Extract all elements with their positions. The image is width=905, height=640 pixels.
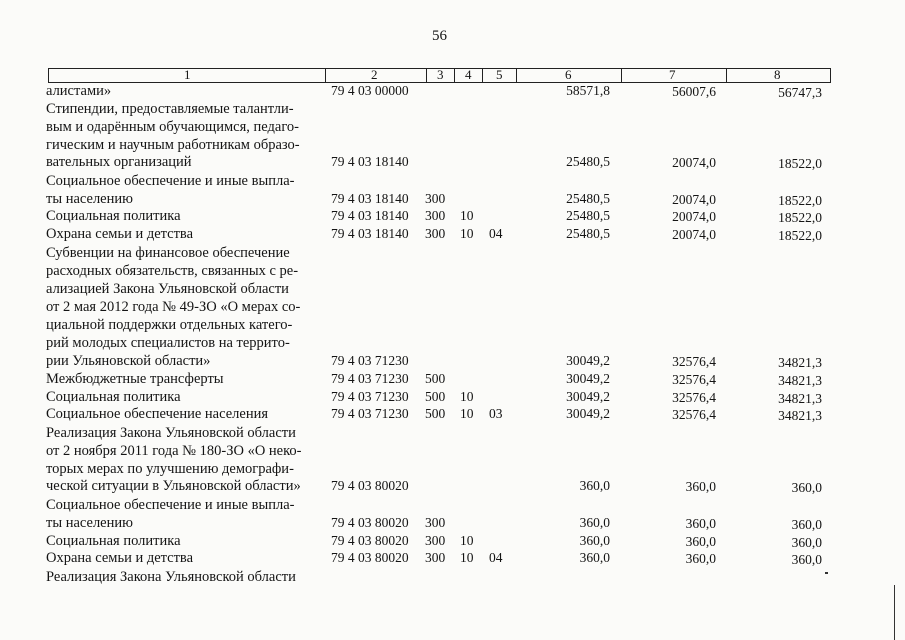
row-value-6: 30049,2	[566, 353, 610, 368]
row-value-8: 18522,0	[778, 228, 822, 243]
row-value-7: 360,0	[685, 534, 716, 549]
row-name: Стипендии, предоставляемые талантли-	[46, 101, 294, 117]
row-name: рий молодых специалистов на террито-	[46, 335, 290, 351]
row-value-8: 18522,0	[778, 156, 822, 171]
row-col4: 10	[460, 226, 474, 241]
row-value-7: 56007,6	[672, 84, 716, 99]
row-col3: 500	[425, 371, 446, 386]
row-code: 79 4 03 71230	[331, 371, 409, 386]
row-value-8: 360,0	[791, 552, 822, 567]
row-name: Охрана семьи и детства	[46, 226, 194, 242]
header-label-3: 3	[437, 67, 444, 82]
row-name: Социальное обеспечение населения	[46, 406, 269, 422]
header-label-1: 1	[184, 67, 191, 82]
header-label-6: 6	[565, 67, 572, 82]
row-name: от 2 ноября 2011 года № 180-ЗО «О неко-	[46, 443, 302, 459]
row-value-6: 30049,2	[566, 371, 610, 386]
row-name: ализацией Закона Ульяновской области	[46, 281, 289, 297]
row-value-8: 360,0	[791, 480, 822, 495]
row-value-8: 34821,3	[778, 408, 822, 423]
row-name: Социальная политика	[46, 533, 181, 549]
row-name: вым и одарённым обучающимся, педаго-	[46, 119, 299, 135]
row-value-6: 25480,5	[566, 208, 610, 223]
row-col3: 300	[425, 515, 446, 530]
row-value-7: 20074,0	[672, 192, 716, 207]
row-col4: 10	[460, 406, 474, 421]
row-value-7: 360,0	[685, 516, 716, 531]
row-name: Социальная политика	[46, 208, 181, 224]
row-name: циальной поддержки отдельных катего-	[46, 317, 293, 333]
row-col4: 10	[460, 208, 474, 223]
row-name: Реализация Закона Ульяновской области	[46, 569, 296, 585]
page-edge-line	[894, 585, 895, 640]
row-code: 79 4 03 71230	[331, 406, 409, 421]
row-code: 79 4 03 18140	[331, 191, 409, 206]
header-label-2: 2	[371, 67, 378, 82]
row-value-6: 360,0	[579, 515, 610, 530]
row-code: 79 4 03 18140	[331, 154, 409, 169]
row-code: 79 4 03 80020	[331, 533, 409, 548]
row-value-8: 18522,0	[778, 210, 822, 225]
page-number: 56	[432, 28, 447, 44]
row-code: 79 4 03 80020	[331, 478, 409, 493]
row-value-6: 30049,2	[566, 406, 610, 421]
scan-mark	[825, 572, 828, 574]
row-name: гическим и научным работникам образо-	[46, 137, 300, 153]
row-code: 79 4 03 80020	[331, 515, 409, 530]
row-name: Охрана семьи и детства	[46, 550, 194, 566]
row-name: Социальное обеспечение и иные выпла-	[46, 497, 295, 513]
row-value-8: 34821,3	[778, 373, 822, 388]
row-value-6: 58571,8	[566, 83, 610, 98]
row-value-6: 30049,2	[566, 389, 610, 404]
row-value-6: 360,0	[579, 533, 610, 548]
row-col3: 300	[425, 550, 446, 565]
row-value-7: 360,0	[685, 479, 716, 494]
row-value-7: 20074,0	[672, 209, 716, 224]
row-value-7: 20074,0	[672, 155, 716, 170]
row-value-7: 20074,0	[672, 227, 716, 242]
row-code: 79 4 03 00000	[331, 83, 409, 98]
row-value-8: 360,0	[791, 517, 822, 532]
row-col4: 10	[460, 389, 474, 404]
row-name: ты населению	[46, 515, 133, 531]
row-value-6: 25480,5	[566, 191, 610, 206]
row-name: ты населению	[46, 191, 133, 207]
row-name: Межбюджетные трансферты	[46, 371, 224, 387]
row-name: Реализация Закона Ульяновской области	[46, 425, 296, 441]
row-value-7: 32576,4	[672, 390, 716, 405]
row-value-6: 25480,5	[566, 154, 610, 169]
row-code: 79 4 03 71230	[331, 353, 409, 368]
row-code: 79 4 03 71230	[331, 389, 409, 404]
row-name: расходных обязательств, связанных с ре-	[46, 263, 299, 279]
row-name: Социальное обеспечение и иные выпла-	[46, 173, 295, 189]
row-col3: 300	[425, 191, 446, 206]
row-code: 79 4 03 80020	[331, 550, 409, 565]
row-name: алистами»	[46, 83, 112, 99]
row-value-7: 32576,4	[672, 407, 716, 422]
row-col3: 300	[425, 533, 446, 548]
row-name: торых мерах по улучшению демографи-	[46, 461, 294, 477]
row-col3: 300	[425, 208, 446, 223]
row-col4: 10	[460, 533, 474, 548]
row-value-8: 56747,3	[778, 85, 822, 100]
row-code: 79 4 03 18140	[331, 208, 409, 223]
header-label-5: 5	[496, 67, 503, 82]
header-label-8: 8	[774, 67, 781, 82]
row-value-6: 360,0	[579, 478, 610, 493]
header-label-4: 4	[465, 67, 472, 82]
row-code: 79 4 03 18140	[331, 226, 409, 241]
row-value-8: 360,0	[791, 535, 822, 550]
row-name: Социальная политика	[46, 389, 181, 405]
row-value-8: 34821,3	[778, 355, 822, 370]
row-name: Субвенции на финансовое обеспечение	[46, 245, 290, 261]
row-value-8: 18522,0	[778, 193, 822, 208]
row-value-7: 360,0	[685, 551, 716, 566]
row-col3: 500	[425, 406, 446, 421]
header-label-7: 7	[669, 67, 676, 82]
row-name: от 2 мая 2012 года № 49-ЗО «О мерах со-	[46, 299, 301, 315]
row-value-6: 25480,5	[566, 226, 610, 241]
row-value-6: 360,0	[579, 550, 610, 565]
row-name: ческой ситуации в Ульяновской области»	[46, 478, 301, 494]
row-value-7: 32576,4	[672, 354, 716, 369]
row-value-8: 34821,3	[778, 391, 822, 406]
row-col3: 500	[425, 389, 446, 404]
row-col3: 300	[425, 226, 446, 241]
row-col5: 03	[489, 406, 503, 421]
row-name: рии Ульяновской области»	[46, 353, 211, 369]
row-col5: 04	[489, 226, 503, 241]
row-name: вательных организаций	[46, 154, 192, 170]
row-col4: 10	[460, 550, 474, 565]
row-value-7: 32576,4	[672, 372, 716, 387]
row-col5: 04	[489, 550, 503, 565]
